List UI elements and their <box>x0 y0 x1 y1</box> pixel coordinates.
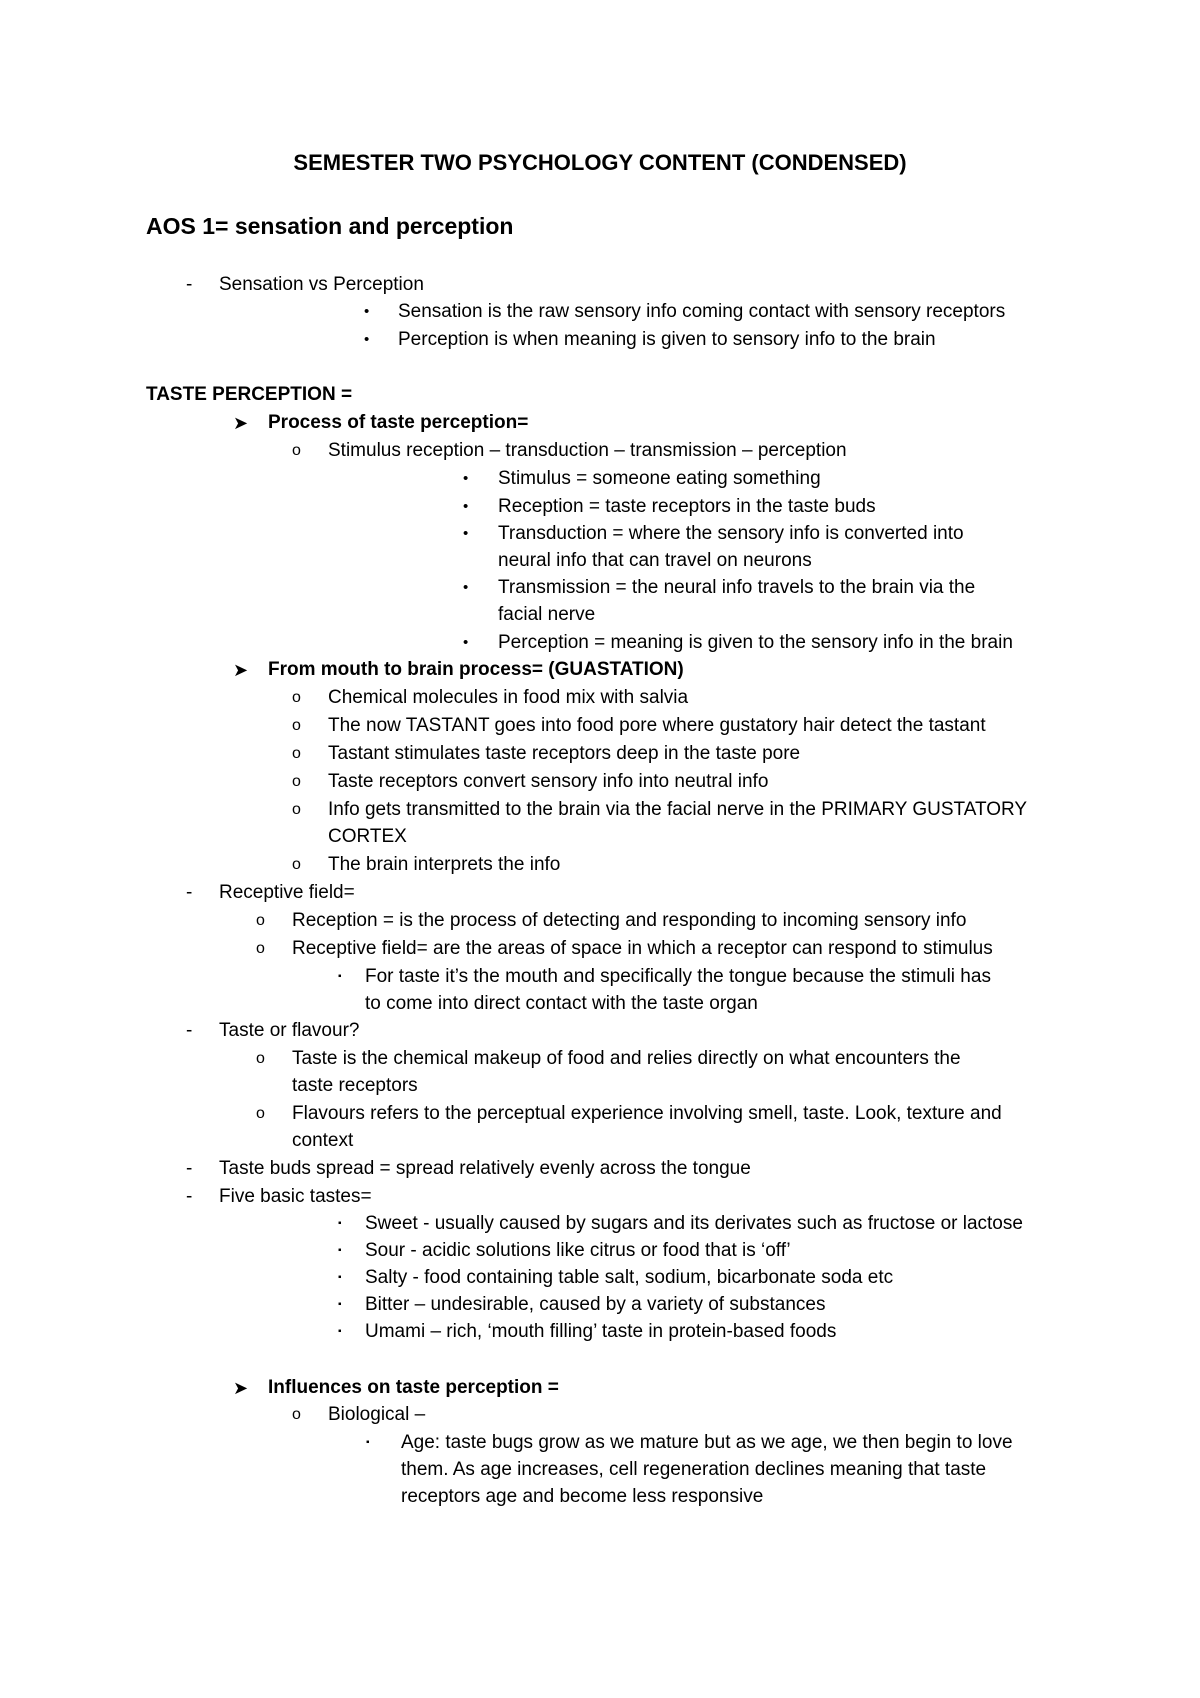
list-item: Sensation is the raw sensory info coming contact with sensory receptors <box>398 301 1006 322</box>
arrow-bullet-icon: ➤ <box>233 660 249 680</box>
list-item: Perception is when meaning is given to sensory info to the brain <box>398 329 936 350</box>
list-item: Sweet - usually caused by sugars and its derivates such as fructose or lactose <box>365 1213 1023 1234</box>
receptive-field-label: Receptive field= <box>219 882 355 903</box>
square-bullet: ▪ <box>338 1272 342 1283</box>
subsection-heading: Influences on taste perception = <box>268 1377 559 1398</box>
circle-bullet: o <box>292 689 301 706</box>
list-item-continuation: neural info that can travel on neurons <box>498 550 812 571</box>
five-tastes-label: Five basic tastes= <box>219 1186 372 1207</box>
list-item: Stimulus = someone eating something <box>498 468 821 489</box>
dash-marker: - <box>186 274 193 295</box>
list-item: The now TASTANT goes into food pore where gustatory hair detect the tastant <box>328 715 986 736</box>
list-item: Stimulus reception – transduction – transmission – perception <box>328 440 847 461</box>
bullet-dot: • <box>463 579 469 596</box>
circle-bullet: o <box>256 912 265 929</box>
list-item: Taste is the chemical makeup of food and relies directly on what encounters the <box>292 1048 961 1069</box>
list-item: Sour - acidic solutions like citrus or food that is ‘off’ <box>365 1240 791 1261</box>
list-item: Tastant stimulates taste receptors deep in the taste pore <box>328 743 801 764</box>
bullet-dot: • <box>463 525 469 542</box>
square-bullet: ▪ <box>338 1299 342 1310</box>
list-item: Info gets transmitted to the brain via the facial nerve in the PRIMARY GUSTATORY <box>328 799 1028 820</box>
list-item: Biological – <box>328 1404 426 1425</box>
list-item: Chemical molecules in food mix with salvia <box>328 687 689 708</box>
circle-bullet: o <box>256 1105 265 1122</box>
bullet-dot: • <box>364 303 370 320</box>
square-bullet: ▪ <box>338 1326 342 1337</box>
subsection-heading: From mouth to brain process= (GUASTATION) <box>268 659 684 680</box>
list-item-continuation: receptors age and become less responsive <box>401 1486 764 1507</box>
page-title: SEMESTER TWO PSYCHOLOGY CONTENT (CONDENSED) <box>293 150 907 175</box>
list-item: Reception = is the process of detecting and responding to incoming sensory info <box>292 910 967 931</box>
list-item-continuation: CORTEX <box>328 826 407 847</box>
bullet-dot: • <box>364 331 370 348</box>
arrow-bullet-icon: ➤ <box>233 413 249 433</box>
square-bullet: ▪ <box>366 1437 370 1448</box>
square-bullet: ▪ <box>338 1218 342 1229</box>
circle-bullet: o <box>292 801 301 818</box>
bullet-dot: • <box>463 470 469 487</box>
list-item: Salty - food containing table salt, sodium, bicarbonate soda etc <box>365 1267 894 1288</box>
square-bullet: ▪ <box>338 971 342 982</box>
list-item: Taste receptors convert sensory info into neutral info <box>328 771 769 792</box>
list-item: Umami – rich, ‘mouth filling’ taste in protein-based foods <box>365 1321 837 1342</box>
taste-buds-text: Taste buds spread = spread relatively evenly across the tongue <box>219 1158 751 1179</box>
taste-or-flavour-label: Taste or flavour? <box>219 1020 360 1041</box>
dash-marker: - <box>186 1020 193 1041</box>
bullet-dot: • <box>463 634 469 651</box>
circle-bullet: o <box>256 940 265 957</box>
list-item: Transmission = the neural info travels to the brain via the <box>498 577 976 598</box>
circle-bullet: o <box>292 717 301 734</box>
circle-bullet: o <box>292 1406 301 1423</box>
circle-bullet: o <box>292 745 301 762</box>
dash-marker: - <box>186 1158 193 1179</box>
circle-bullet: o <box>292 442 301 459</box>
list-item: Transduction = where the sensory info is converted into <box>498 523 964 544</box>
list-item-continuation: facial nerve <box>498 604 596 625</box>
arrow-bullet-icon: ➤ <box>233 1378 249 1398</box>
list-item-continuation: them. As age increases, cell regeneration declines meaning that taste <box>401 1459 987 1480</box>
section-heading: TASTE PERCEPTION = <box>146 384 353 405</box>
subsection-heading: Process of taste perception= <box>268 412 529 433</box>
list-item: The brain interprets the info <box>328 854 561 875</box>
list-item-continuation: to come into direct contact with the taste organ <box>365 993 758 1014</box>
circle-bullet: o <box>292 856 301 873</box>
dash-marker: - <box>186 1186 193 1207</box>
bullet-dot: • <box>463 498 469 515</box>
list-item: For taste it’s the mouth and specifically the tongue because the stimuli has <box>365 966 991 987</box>
list-item: Flavours refers to the perceptual experience involving smell, taste. Look, texture and <box>292 1103 1002 1124</box>
list-item: Perception = meaning is given to the sensory info in the brain <box>498 632 1013 653</box>
list-item: Age: taste bugs grow as we mature but as we age, we then begin to love <box>401 1432 1013 1453</box>
list-item: Receptive field= are the areas of space in which a receptor can respond to stimulus <box>292 938 993 959</box>
sensation-vs-perception-label: Sensation vs Perception <box>219 274 424 295</box>
dash-marker: - <box>186 882 193 903</box>
list-item: Bitter – undesirable, caused by a variety of substances <box>365 1294 826 1315</box>
square-bullet: ▪ <box>338 1245 342 1256</box>
aos-heading: AOS 1= sensation and perception <box>146 213 514 239</box>
list-item-continuation: context <box>292 1130 354 1151</box>
circle-bullet: o <box>292 773 301 790</box>
circle-bullet: o <box>256 1050 265 1067</box>
list-item-continuation: taste receptors <box>292 1075 418 1096</box>
list-item: Reception = taste receptors in the taste buds <box>498 496 876 517</box>
